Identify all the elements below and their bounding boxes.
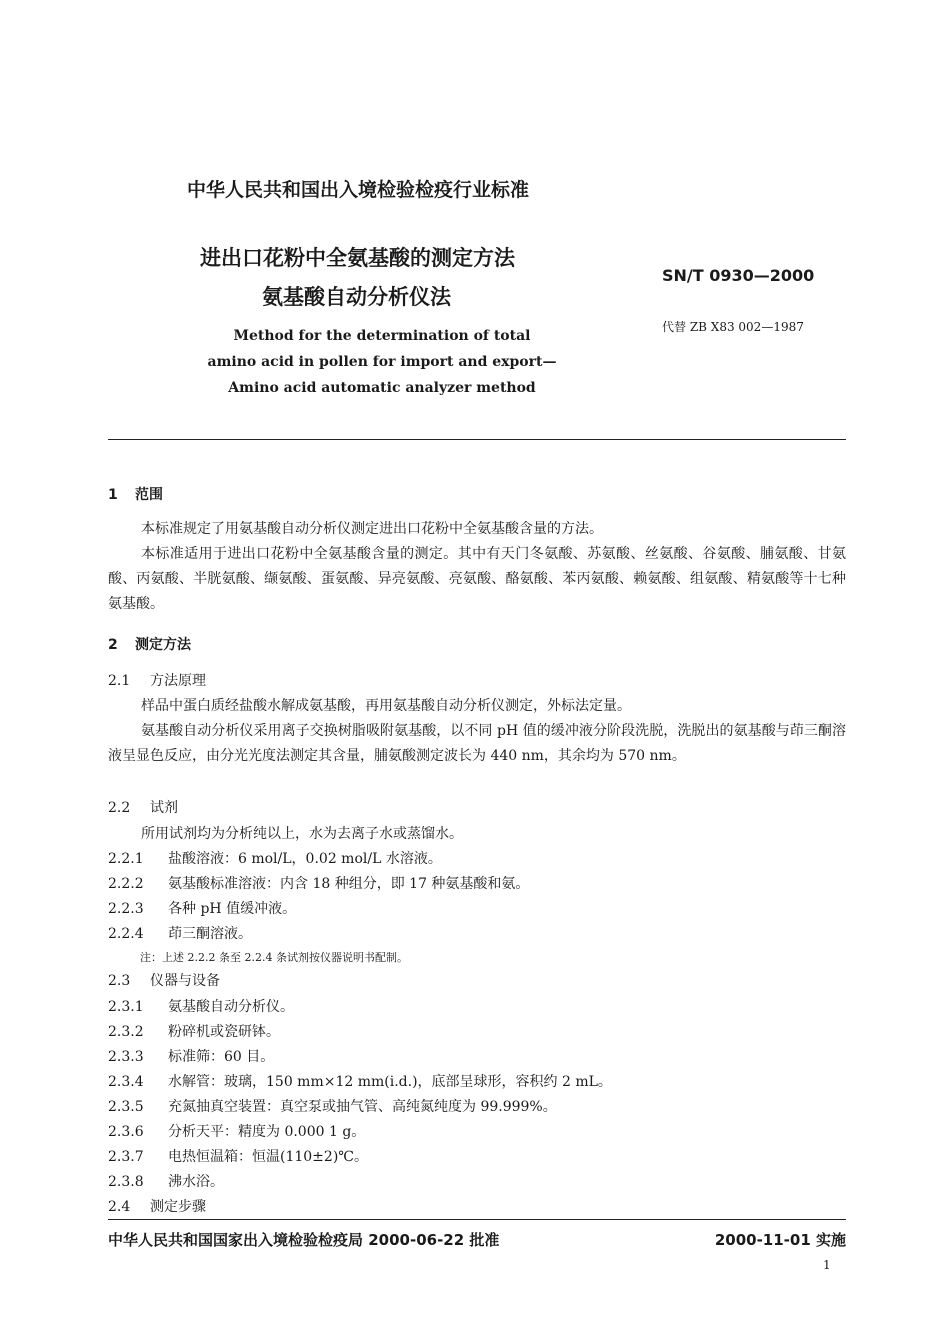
- header-divider: [108, 439, 846, 440]
- section-number: 2: [108, 637, 118, 653]
- subsection-2-1-heading: [108, 670, 206, 690]
- apparatus-item: [108, 1046, 274, 1066]
- subsection-title: 试剂: [150, 800, 178, 816]
- footer-divider: [108, 1219, 846, 1220]
- reagents-note: 注：上述 2.2.2 条至 2.2.4 条试剂按仪器说明书配制。: [140, 951, 408, 964]
- item-text: 盐酸溶液：6 mol/L，0.02 mol/L 水溶液。: [168, 851, 442, 867]
- section-1-heading: [108, 484, 163, 504]
- item-number: 2.3.2: [108, 1024, 144, 1040]
- item-text: 分析天平：精度为 0.000 1 g。: [168, 1124, 366, 1140]
- apparatus-item: [108, 1021, 280, 1041]
- approval-statement: 中华人民共和国国家出入境检验检疫局 2000-06-22 批准: [108, 1231, 500, 1249]
- item-number: 2.3.6: [108, 1124, 144, 1140]
- section-title: 范围: [135, 487, 163, 503]
- principle-paragraph-1: 样品中蛋白质经盐酸水解成氨基酸，再用氨基酸自动分析仪测定，外标法定量。: [141, 698, 631, 714]
- item-number: 2.3.1: [108, 999, 144, 1015]
- implementation-date: 2000-11-01 实施: [714, 1231, 846, 1249]
- reagent-item: [108, 898, 296, 918]
- item-text: 各种 pH 值缓冲液。: [168, 901, 297, 917]
- section-title: 测定方法: [135, 637, 191, 653]
- apparatus-item: [108, 1071, 612, 1091]
- item-text: 氨基酸自动分析仪。: [168, 999, 294, 1015]
- item-text: 茚三酮溶液。: [168, 926, 252, 942]
- item-number: 2.3.5: [108, 1099, 144, 1115]
- item-number: 2.2.2: [108, 876, 144, 892]
- principle-paragraph-2: 氨基酸自动分析仪采用离子交换树脂吸附氨基酸，以不同 pH 值的缓冲液分阶段洗脱，洗脱出的氨基酸与茚三酮溶液呈显色反应，由分光光度法测定其含量，脯氨酸测定波长为 440 nm，其余均为 570 nm。: [108, 723, 846, 764]
- section-number: 1: [108, 487, 118, 503]
- subsection-number: 2.2: [108, 800, 131, 816]
- item-text: 水解管：玻璃，150 mm×12 mm(i.d.)，底部呈球形，容积约 2 mL。: [168, 1074, 612, 1090]
- page-number: 1: [823, 1258, 831, 1272]
- item-text: 标准筛：60 目。: [168, 1049, 275, 1065]
- apparatus-item: [108, 1121, 365, 1141]
- reagent-item: [108, 848, 442, 868]
- item-number: 2.3.7: [108, 1149, 144, 1165]
- item-text: 充氮抽真空装置：真空泵或抽气管、高纯氮纯度为 99.999%。: [168, 1099, 557, 1115]
- item-number: 2.2.3: [108, 901, 144, 917]
- subsection-title: 方法原理: [150, 673, 206, 689]
- item-number: 2.3.3: [108, 1049, 144, 1065]
- subsection-number: 2.4: [108, 1199, 131, 1215]
- replaces-standard: 代替 ZB X83 002—1987: [662, 320, 804, 334]
- reagent-item: [108, 873, 529, 893]
- apparatus-item: [108, 1096, 557, 1116]
- subsection-number: 2.1: [108, 673, 131, 689]
- subsection-number: 2.3: [108, 973, 131, 989]
- apparatus-item: [108, 1171, 224, 1191]
- reagent-item: [108, 923, 252, 943]
- subsection-2-3-heading: [108, 970, 220, 990]
- item-number: 2.2.1: [108, 851, 144, 867]
- scope-paragraph-2: 本标准适用于进出口花粉中全氨基酸含量的测定。其中有天门冬氨酸、苏氨酸、丝氨酸、谷氨酸、脯氨酸、甘氨酸、丙氨酸、半胱氨酸、缬氨酸、蛋氨酸、异亮氨酸、亮氨酸、酪氨酸、苯丙氨酸、赖氨酸、组氨酸、精氨酸等十七种氨基酸。: [108, 546, 846, 612]
- english-title-line1: Method for the determination of total: [233, 328, 531, 344]
- scope-paragraph-1: 本标准规定了用氨基酸自动分析仪测定进出口花粉中全氨基酸含量的方法。: [141, 521, 603, 537]
- item-number: 2.3.4: [108, 1074, 144, 1090]
- item-text: 粉碎机或瓷研钵。: [168, 1024, 280, 1040]
- issuing-organization: 中华人民共和国出入境检验检疫行业标准: [187, 179, 530, 201]
- english-title-line3: Amino acid automatic analyzer method: [228, 380, 536, 396]
- subsection-2-4-heading: [108, 1196, 206, 1216]
- reagents-paragraph: 所用试剂均为分析纯以上，水为去离子水或蒸馏水。: [141, 826, 463, 842]
- apparatus-item: [108, 996, 294, 1016]
- document-title-line2: 氨基酸自动分析仪法: [262, 285, 451, 309]
- document-title-line1: 进出口花粉中全氨基酸的测定方法: [200, 246, 515, 270]
- item-number: 2.3.8: [108, 1174, 144, 1190]
- section-2-heading: [108, 634, 191, 654]
- item-text: 沸水浴。: [168, 1174, 224, 1190]
- standard-code: SN/T 0930—2000: [662, 266, 815, 285]
- english-title-line2: amino acid in pollen for import and export—: [207, 354, 557, 370]
- apparatus-item: [108, 1146, 368, 1166]
- subsection-title: 测定步骤: [150, 1199, 206, 1215]
- item-text: 氨基酸标准溶液：内含 18 种组分，即 17 种氨基酸和氨。: [168, 876, 530, 892]
- subsection-2-2-heading: [108, 797, 178, 817]
- item-text: 电热恒温箱：恒温(110±2)℃。: [168, 1149, 368, 1165]
- subsection-title: 仪器与设备: [150, 973, 220, 989]
- item-number: 2.2.4: [108, 926, 144, 942]
